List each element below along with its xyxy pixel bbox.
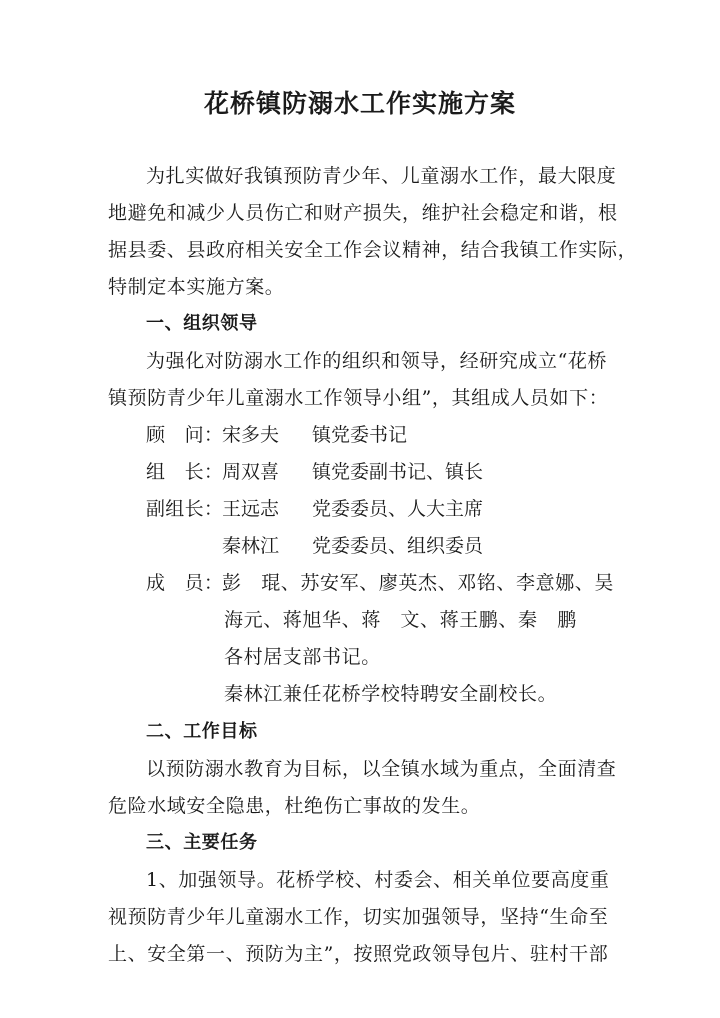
role-row-members	[146, 569, 614, 597]
role-row-advisor	[146, 421, 407, 449]
role-row-deputy-leader	[146, 495, 483, 523]
role-title: 镇党委书记	[312, 424, 408, 446]
section3-para-line: 上、安全第一、预防为主”，按照党政领导包片、驻村干部	[108, 943, 609, 965]
members-label: 成 员：	[146, 572, 224, 594]
section1-para-line: 为强化对防溺水工作的组织和领导，经研究成立“花桥	[146, 350, 608, 372]
intro-line: 地避免和减少人员伤亡和财产损失，维护社会稳定和谐，根	[108, 202, 618, 224]
role-label: 组 长：	[146, 461, 224, 483]
members-line: 彭 琨、苏安军、廖英杰、邓铭、李意娜、吴	[222, 572, 615, 594]
role-name: 秦林江	[222, 535, 280, 557]
document-title: 花桥镇防溺水工作实施方案	[203, 89, 516, 118]
members-line: 海元、蒋旭华、蒋 文、蒋王鹏、秦 鹏	[224, 609, 577, 631]
section1-para-line: 镇预防青少年儿童溺水工作领导小组”，其组成人员如下：	[108, 387, 609, 409]
role-row-leader	[146, 458, 483, 486]
section-heading-tasks: 三、主要任务	[146, 832, 258, 853]
section-heading-goals: 二、工作目标	[146, 721, 258, 742]
role-label: 顾 问：	[146, 424, 224, 446]
role-title: 党委委员、人大主席	[312, 498, 484, 520]
role-name: 宋多夫	[222, 424, 280, 446]
section3-para-line: 视预防青少年儿童溺水工作，切实加强领导，坚持“生命至	[108, 906, 609, 928]
section2-para-line: 危险水域安全隐患，杜绝伤亡事故的发生。	[108, 795, 481, 817]
role-name: 王远志	[222, 498, 280, 520]
section2-para-line: 以预防溺水教育为目标，以全镇水域为重点，全面清查	[146, 758, 617, 780]
role-name: 周双喜	[222, 461, 280, 483]
intro-line: 据县委、县政府相关安全工作会议精神，结合我镇工作实际，	[108, 239, 638, 261]
members-note: 秦林江兼任花桥学校特聘安全副校长。	[224, 683, 558, 705]
intro-line: 特制定本实施方案。	[108, 276, 285, 298]
role-label: 副组长：	[146, 498, 224, 520]
role-title: 党委委员、组织委员	[312, 535, 484, 557]
members-line: 各村居支部书记。	[224, 646, 381, 668]
section-heading-organization: 一、组织领导	[146, 313, 258, 334]
role-title: 镇党委副书记、镇长	[312, 461, 484, 483]
section3-para-line: 1、加强领导。花桥学校、村委会、相关单位要高度重	[146, 869, 610, 891]
role-row-deputy-leader-2	[146, 532, 483, 560]
intro-line: 为扎实做好我镇预防青少年、儿童溺水工作，最大限度	[146, 165, 617, 187]
